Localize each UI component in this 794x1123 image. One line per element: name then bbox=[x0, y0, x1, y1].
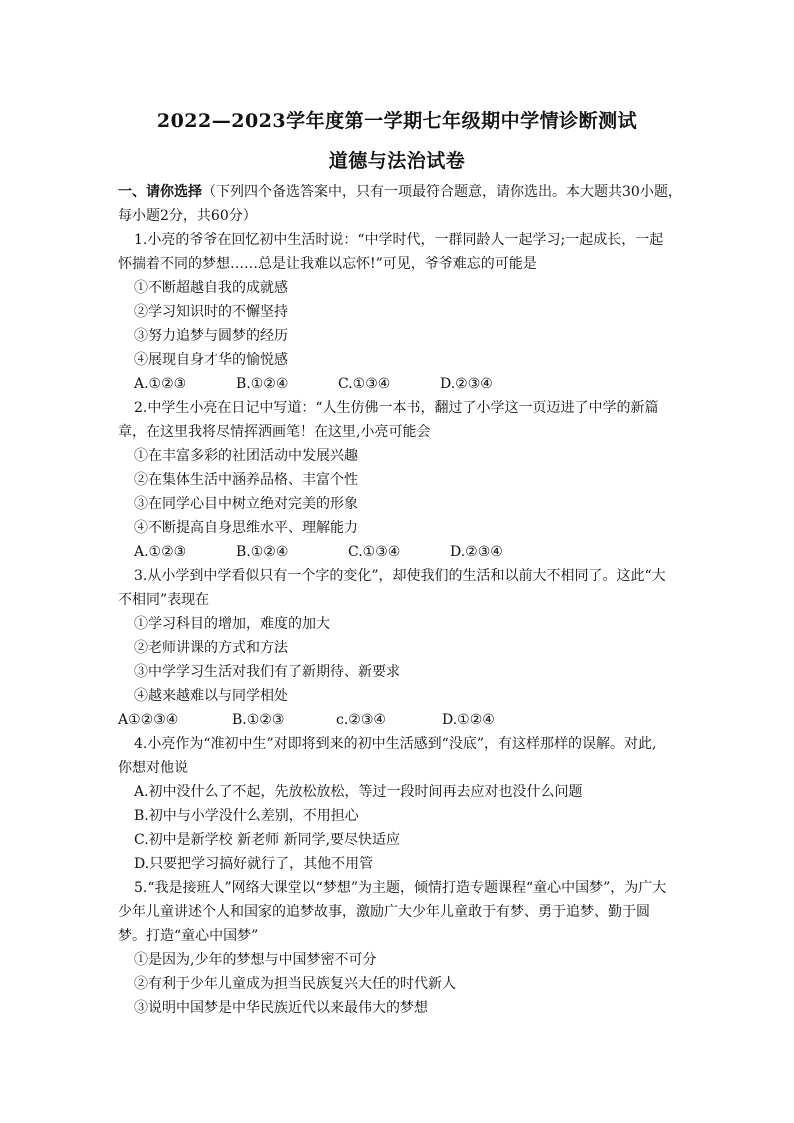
q2-item-2: ②在集体生活中涵养品格、丰富个性 bbox=[134, 472, 358, 488]
exam-subtitle: 道德与法治试卷 bbox=[328, 150, 466, 172]
q4-option-c: C.初中是新学校 新老师 新同学,要尽快适应 bbox=[134, 832, 401, 848]
q5-item-1: ①是因为,少年的梦想与中国梦密不可分 bbox=[134, 952, 377, 968]
q4-option-d: D.只要把学习搞好就行了，其他不用管 bbox=[134, 856, 374, 872]
q1-option-d: D.②③④ bbox=[440, 376, 493, 392]
q1-stem-line2: 怀揣着不同的梦想……总是让我难以忘怀!”可见，爷爷难忘的可能是 bbox=[118, 256, 537, 272]
q2-option-b: B.①②④ bbox=[236, 544, 289, 560]
q1-item-2: ②学习知识时的不懈坚持 bbox=[134, 304, 288, 320]
q3-stem-line2: 不相同”表现在 bbox=[118, 592, 210, 608]
q4-option-a: A.初中没什么了不起，先放松放松，等过一段时间再去应对也没什么问题 bbox=[134, 784, 583, 800]
section-intro-text: （下列四个备选答案中，只有一项最符合题意，请你选出。本大题共30小题， bbox=[202, 184, 682, 200]
q3-option-c: c.②③④ bbox=[336, 712, 386, 728]
q4-stem-line2: 你想对他说 bbox=[118, 760, 188, 776]
q1-item-4: ④展现自身才华的愉悦感 bbox=[134, 352, 288, 368]
q3-item-4: ④越来越难以与同学相处 bbox=[134, 688, 288, 704]
q3-option-a: A①②③④ bbox=[118, 712, 179, 728]
q2-option-c: C.①③④ bbox=[348, 544, 401, 560]
q1-stem-line1: 1.小亮的爷爷在回忆初中生活时说：“中学时代，一群同龄人一起学习;一起成长，一起 bbox=[134, 232, 664, 248]
q1-option-c: C.①③④ bbox=[338, 376, 391, 392]
q4-option-b: B.初中与小学没什么差别，不用担心 bbox=[134, 808, 359, 824]
q3-option-b: B.①②③ bbox=[232, 712, 285, 728]
q1-option-a: A.①②③ bbox=[134, 376, 187, 392]
q2-stem-line1: 2.中学生小亮在日记中写道：“人生仿佛一本书，翻过了小学这一页迈进了中学的新篇 bbox=[134, 400, 659, 416]
q2-option-a: A.①②③ bbox=[134, 544, 187, 560]
q2-option-d: D.②③④ bbox=[450, 544, 503, 560]
q5-stem-line2: 少年儿童讲述个人和国家的追梦故事，激励广大少年儿童敢于有梦、勇于追梦、勤于圆 bbox=[118, 904, 650, 920]
section-intro-line1 bbox=[118, 180, 682, 204]
q2-item-4: ④不断提高自身思维水平、理解能力 bbox=[134, 520, 358, 536]
q4-stem-line1: 4.小亮作为“准初中生”对即将到来的初中生活感到“没底”，有这样那样的误解。对此, bbox=[134, 736, 657, 752]
q2-stem-line2: 章，在这里我将尽情挥洒画笔！在这里,小亮可能会 bbox=[118, 424, 431, 440]
exam-title: 2022—2023学年度第一学期七年级期中学情诊断测试 bbox=[156, 110, 638, 132]
q5-item-3: ③说明中国梦是中华民族近代以来最伟大的梦想 bbox=[134, 1000, 428, 1016]
q3-options bbox=[118, 708, 678, 732]
q3-stem-line1: 3.从小学到中学看似只有一个字的变化”，却使我们的生活和以前大不相同了。这此“大 bbox=[134, 568, 666, 584]
section-intro-line2: 每小题2分，共60分） bbox=[118, 208, 257, 224]
q5-stem-line3: 梦。打造“童心中国梦” bbox=[118, 928, 259, 944]
q2-item-3: ③在同学心目中树立绝对完美的形象 bbox=[134, 496, 358, 512]
q3-item-1: ①学习科目的增加，难度的加大 bbox=[134, 616, 330, 632]
q5-stem-line1: 5.“我是接班人”网络大课堂以“梦想”为主题，倾情打造专题课程“童心中国梦”，为广大 bbox=[134, 880, 667, 896]
q1-item-1: ①不断超越自我的成就感 bbox=[134, 280, 288, 296]
q3-item-3: ③中学学习生活对我们有了新期待、新要求 bbox=[134, 664, 400, 680]
q5-item-2: ②有利于少年儿童成为担当民族复兴大任的时代新人 bbox=[134, 976, 456, 992]
q3-option-d: D.①②④ bbox=[442, 712, 495, 728]
section-label: 一、请你选择 bbox=[118, 184, 202, 200]
q1-item-3: ③努力追梦与圆梦的经历 bbox=[134, 328, 288, 344]
q3-item-2: ②老师讲课的方式和方法 bbox=[134, 640, 288, 656]
q1-option-b: B.①②④ bbox=[236, 376, 289, 392]
q2-item-1: ①在丰富多彩的社团活动中发展兴趣 bbox=[134, 448, 358, 464]
q1-options bbox=[134, 372, 694, 396]
q2-options bbox=[134, 540, 694, 564]
